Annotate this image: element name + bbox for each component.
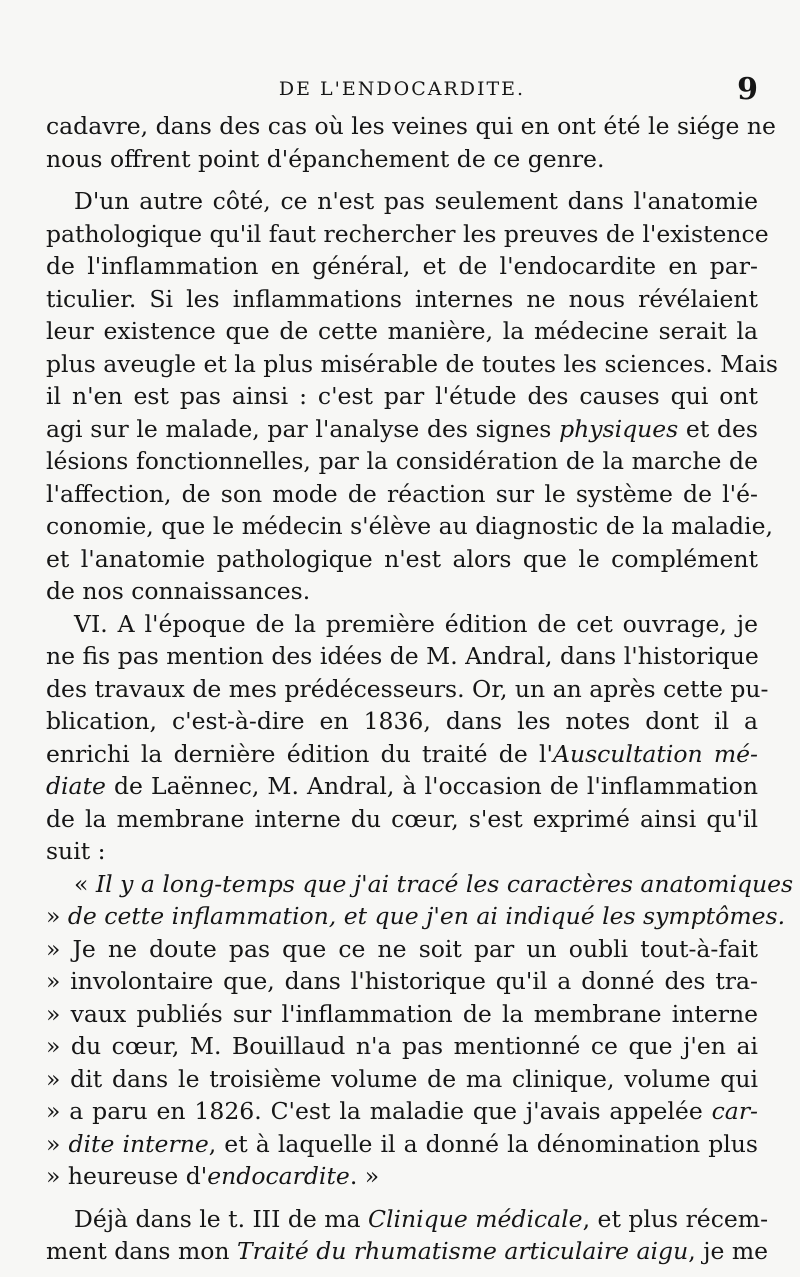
text-line: il n'en est pas ainsi : c'est par l'étude des causes qui ont [46, 382, 758, 410]
running-head: DE L'ENDOCARDITE. [278, 78, 526, 100]
quote-line: » de cette inflammation, et que j'en ai indiqué les symptômes. [46, 902, 786, 930]
text-line: leur existence que de cette manière, la médecine serait la [46, 317, 758, 345]
quote-line: » du cœur, M. Bouillaud n'a pas mentionné ce que j'en ai [46, 1032, 758, 1060]
text-line: enrichi la dernière édition du traité de l'Auscultation mé- [46, 739, 759, 768]
text-line: nous offrent point d'épanchement de ce genre. [46, 144, 605, 173]
page-header [46, 72, 758, 108]
text-line: cadavre, dans des cas où les veines qui en ont été le siége ne [46, 112, 776, 140]
text-line: des travaux de mes prédécesseurs. Or, un an après cette pu- [46, 674, 769, 703]
quote-line: « Il y a long-temps que j'ai tracé les caractères anatomiques [74, 869, 794, 898]
text-line: Déjà dans le t. III de ma Clinique médicale, et plus récem- [74, 1204, 769, 1233]
text-line: ticulier. Si les inflammations internes ne nous révélaient [46, 284, 758, 313]
quote-line: » Je ne doute pas que ce ne soit par un oubli tout-à-fait [46, 934, 758, 963]
text-line: conomie, que le médecin s'élève au diagnostic de la maladie, [46, 512, 773, 540]
text-line: de la membrane interne du cœur, s'est exprimé ainsi qu'il [46, 804, 758, 833]
text-line: et l'anatomie pathologique n'est alors que le complément [46, 544, 758, 573]
quote-line: » involontaire que, dans l'historique qu'il a donné des tra- [46, 967, 758, 995]
quote-line: » dit dans le troisième volume de ma clinique, volume qui [46, 1064, 758, 1093]
quote-line: » vaux publiés sur l'inflammation de la membrane interne [46, 999, 758, 1028]
text-line: suit : [46, 837, 106, 865]
text-line: D'un autre côté, ce n'est pas seulement dans l'anatomie [74, 187, 758, 215]
body-text [46, 110, 794, 1268]
text-line: blication, c'est-à-dire en 1836, dans les notes dont il a [46, 707, 758, 735]
page-number: 9 [737, 72, 758, 107]
quote-line: » heureuse d'endocardite. » [46, 1162, 380, 1190]
text-line: diate de Laënnec, M. Andral, à l'occasion de l'inflammation [46, 772, 758, 800]
text-line: ment dans mon Traité du rhumatisme articulaire aigu, je me [46, 1237, 769, 1265]
text-line: plus aveugle et la plus misérable de toutes les sciences. Mais [46, 349, 778, 378]
text-line: de l'inflammation en général, et de l'endocardite en par- [46, 252, 758, 280]
text-line: l'affection, de son mode de réaction sur le système de l'é- [46, 479, 758, 508]
text-line: ne fis pas mention des idées de M. Andral, dans l'historique [46, 642, 759, 670]
text-line: lésions fonctionnelles, par la considération de la marche de [46, 447, 758, 475]
text-line: de nos connaissances. [46, 577, 311, 605]
quote-line: » a paru en 1826. C'est la maladie que j'avais appelée car- [46, 1097, 758, 1125]
text-line: agi sur le malade, par l'analyse des signes physiques et des [46, 414, 758, 443]
text-line: pathologique qu'il faut rechercher les preuves de l'existence [46, 219, 769, 248]
text-line: VI. A l'époque de la première édition de cet ouvrage, je [74, 609, 758, 638]
quote-line: » dite interne, et à laquelle il a donné la dénomination plus [46, 1129, 758, 1158]
